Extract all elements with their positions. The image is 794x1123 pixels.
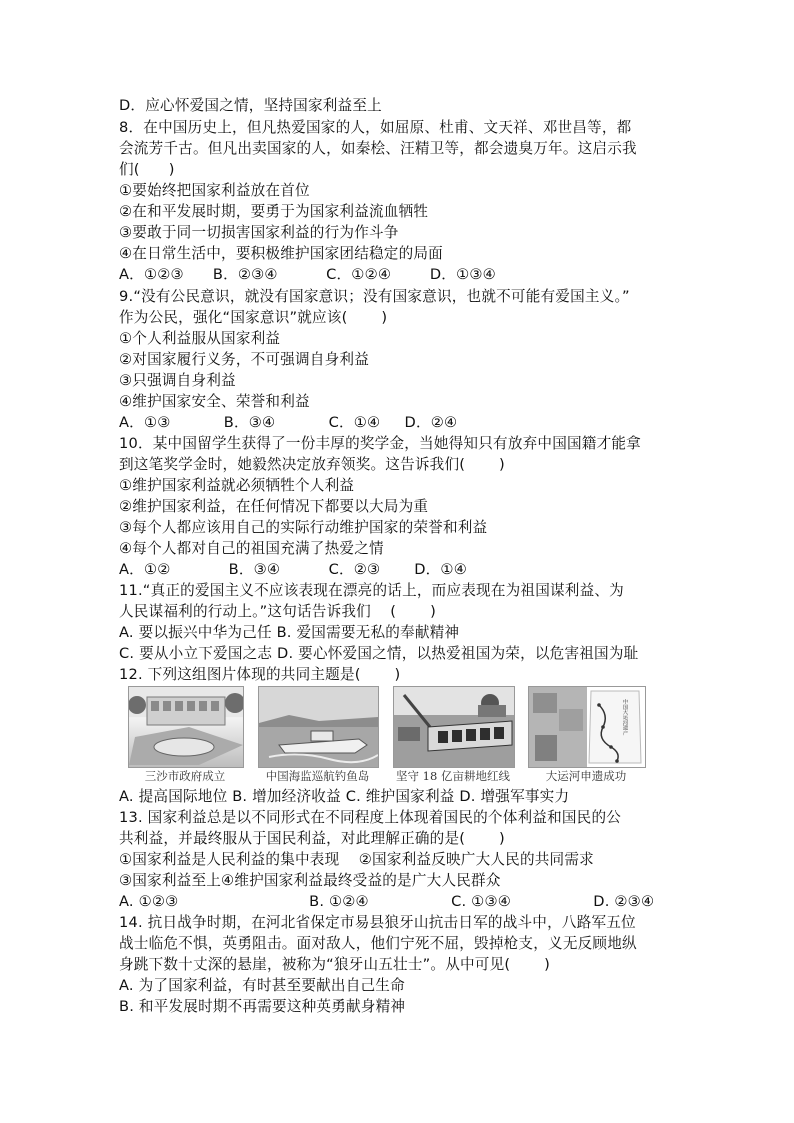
photo-sansha-government — [128, 686, 244, 768]
q8-stem-line1: 8．在中国历史上，但凡热爱国家的人，如屈原、杜甫、文天祥、邓世昌等，都 — [119, 119, 632, 136]
caption-diaoyu: 中国海监巡航钓鱼岛 — [265, 769, 370, 783]
q10-stem-line1: 10．某中国留学生获得了一份丰厚的奖学金，当她得知只有放弃中国国籍才能拿 — [119, 435, 641, 452]
photo-grand-canal-map — [528, 686, 646, 768]
caption-farmland: 坚守 18 亿亩耕地红线 — [396, 769, 510, 783]
q8-item-2: ②在和平发展时期，要勇于为国家利益流血牺牲 — [119, 203, 429, 220]
option-7d: D．应心怀爱国之情，坚持国家利益至上 — [119, 97, 382, 114]
q9-stem-line1: 9.“没有公民意识，就没有国家意识；没有国家意识，也就不可能有爱国主义。” — [119, 288, 630, 305]
q9-item-1: ①个人利益服从国家利益 — [119, 330, 281, 347]
map-title: 中国大运河遗产 — [622, 699, 628, 736]
q14-option-a: A. 为了国家利益，有时甚至要献出自己生命 — [119, 977, 405, 994]
q8-item-4: ④在日常生活中，要积极维护国家团结稳定的局面 — [119, 245, 443, 262]
q12-stem: 12. 下列这组图片体现的共同主题是( ) — [119, 666, 401, 683]
q8-options: A．①②③ B．②③④ C．①②④ D．①③④ — [119, 266, 496, 283]
q10-item-2: ②维护国家利益，在任何情况下都要以大局为重 — [119, 498, 429, 515]
photo-farmland-redline — [393, 686, 515, 768]
q9-item-3: ③只强调自身利益 — [119, 372, 236, 389]
caption-sansha: 三沙市政府成立 — [144, 769, 226, 783]
q11-stem-line2: 人民谋福利的行动上。”这句话告诉我们 ( ) — [119, 603, 436, 620]
q10-stem-line2: 到这笔奖学金时，她毅然决定放弃领奖。这告诉我们( ) — [119, 456, 505, 473]
q8-item-1: ①要始终把国家利益放在首位 — [119, 182, 310, 199]
q14-stem-line1: 14. 抗日战争时期，在河北省保定市易县狼牙山抗击日军的战斗中，八路军五位 — [119, 914, 636, 931]
q8-stem-line2: 会流芳千古。但凡出卖国家的人，如秦桧、汪精卫等，都会遗臭万年。这启示我 — [119, 140, 637, 157]
q13-stem-line2: 共利益，并最终服从于国民利益，对此理解正确的是( ) — [119, 830, 505, 847]
q9-item-4: ④维护国家安全、荣誉和利益 — [119, 393, 310, 410]
q10-item-3: ③每个人都应该用自己的实际行动维护国家的荣誉和利益 — [119, 519, 488, 536]
q11-options-cd: C. 要从小立下爱国之志 D. 要心怀爱国之情，以热爱祖国为荣，以危害祖国为耻 — [119, 645, 639, 662]
photo-haijian-patrol — [258, 686, 379, 768]
q11-stem-line1: 11.“真正的爱国主义不应该表现在漂亮的话上，而应表现在为祖国谋利益、为 — [119, 582, 624, 599]
q14-option-b: B. 和平发展时期不再需要这种英勇献身精神 — [119, 998, 406, 1015]
q10-options: A．①② B．③④ C．②③ D．①④ — [119, 561, 467, 578]
q13-items-12: ①国家利益是人民利益的集中表现 ②国家利益反映广大人民的共同需求 — [119, 851, 594, 868]
q9-item-2: ②对国家履行义务，不可强调自身利益 — [119, 351, 369, 368]
q9-options: A．①③ B．③④ C．①④ D．②④ — [119, 414, 458, 431]
q13-items-34: ③国家利益至上④维护国家利益最终受益的是广大人民群众 — [119, 872, 501, 889]
caption-canal: 大运河申遗成功 — [545, 769, 627, 783]
q8-item-3: ③要敢于同一切损害国家利益的行为作斗争 — [119, 224, 399, 241]
q10-item-4: ④每个人都对自己的祖国充满了热爱之情 — [119, 540, 384, 557]
q11-options-ab: A. 要以振兴中华为己任 B. 爱国需要无私的奉献精神 — [119, 624, 460, 641]
q13-stem-line1: 13. 国家利益总是以不同形式在不同程度上体现着国民的个体利益和国民的公 — [119, 809, 622, 826]
q10-item-1: ①维护国家利益就必须牺牲个人利益 — [119, 477, 355, 494]
q8-stem-line3: 们( ) — [119, 161, 175, 178]
q14-stem-line2: 战士临危不惧，英勇阻击。面对敌人，他们宁死不屈，毁掉枪支，义无反顾地纵 — [119, 935, 637, 952]
q12-options: A. 提高国际地位 B. 增加经济收益 C. 维护国家利益 D. 增强军事实力 — [119, 788, 570, 805]
q9-stem-line2: 作为公民，强化“国家意识”就应该( ) — [119, 309, 388, 326]
q14-stem-line3: 身跳下数十丈深的悬崖，被称为“狼牙山五壮士”。从中可见( ) — [119, 956, 551, 973]
q13-options: A. ①②③ B. ①②④ C. ①③④ D. ②③④ — [119, 893, 655, 910]
